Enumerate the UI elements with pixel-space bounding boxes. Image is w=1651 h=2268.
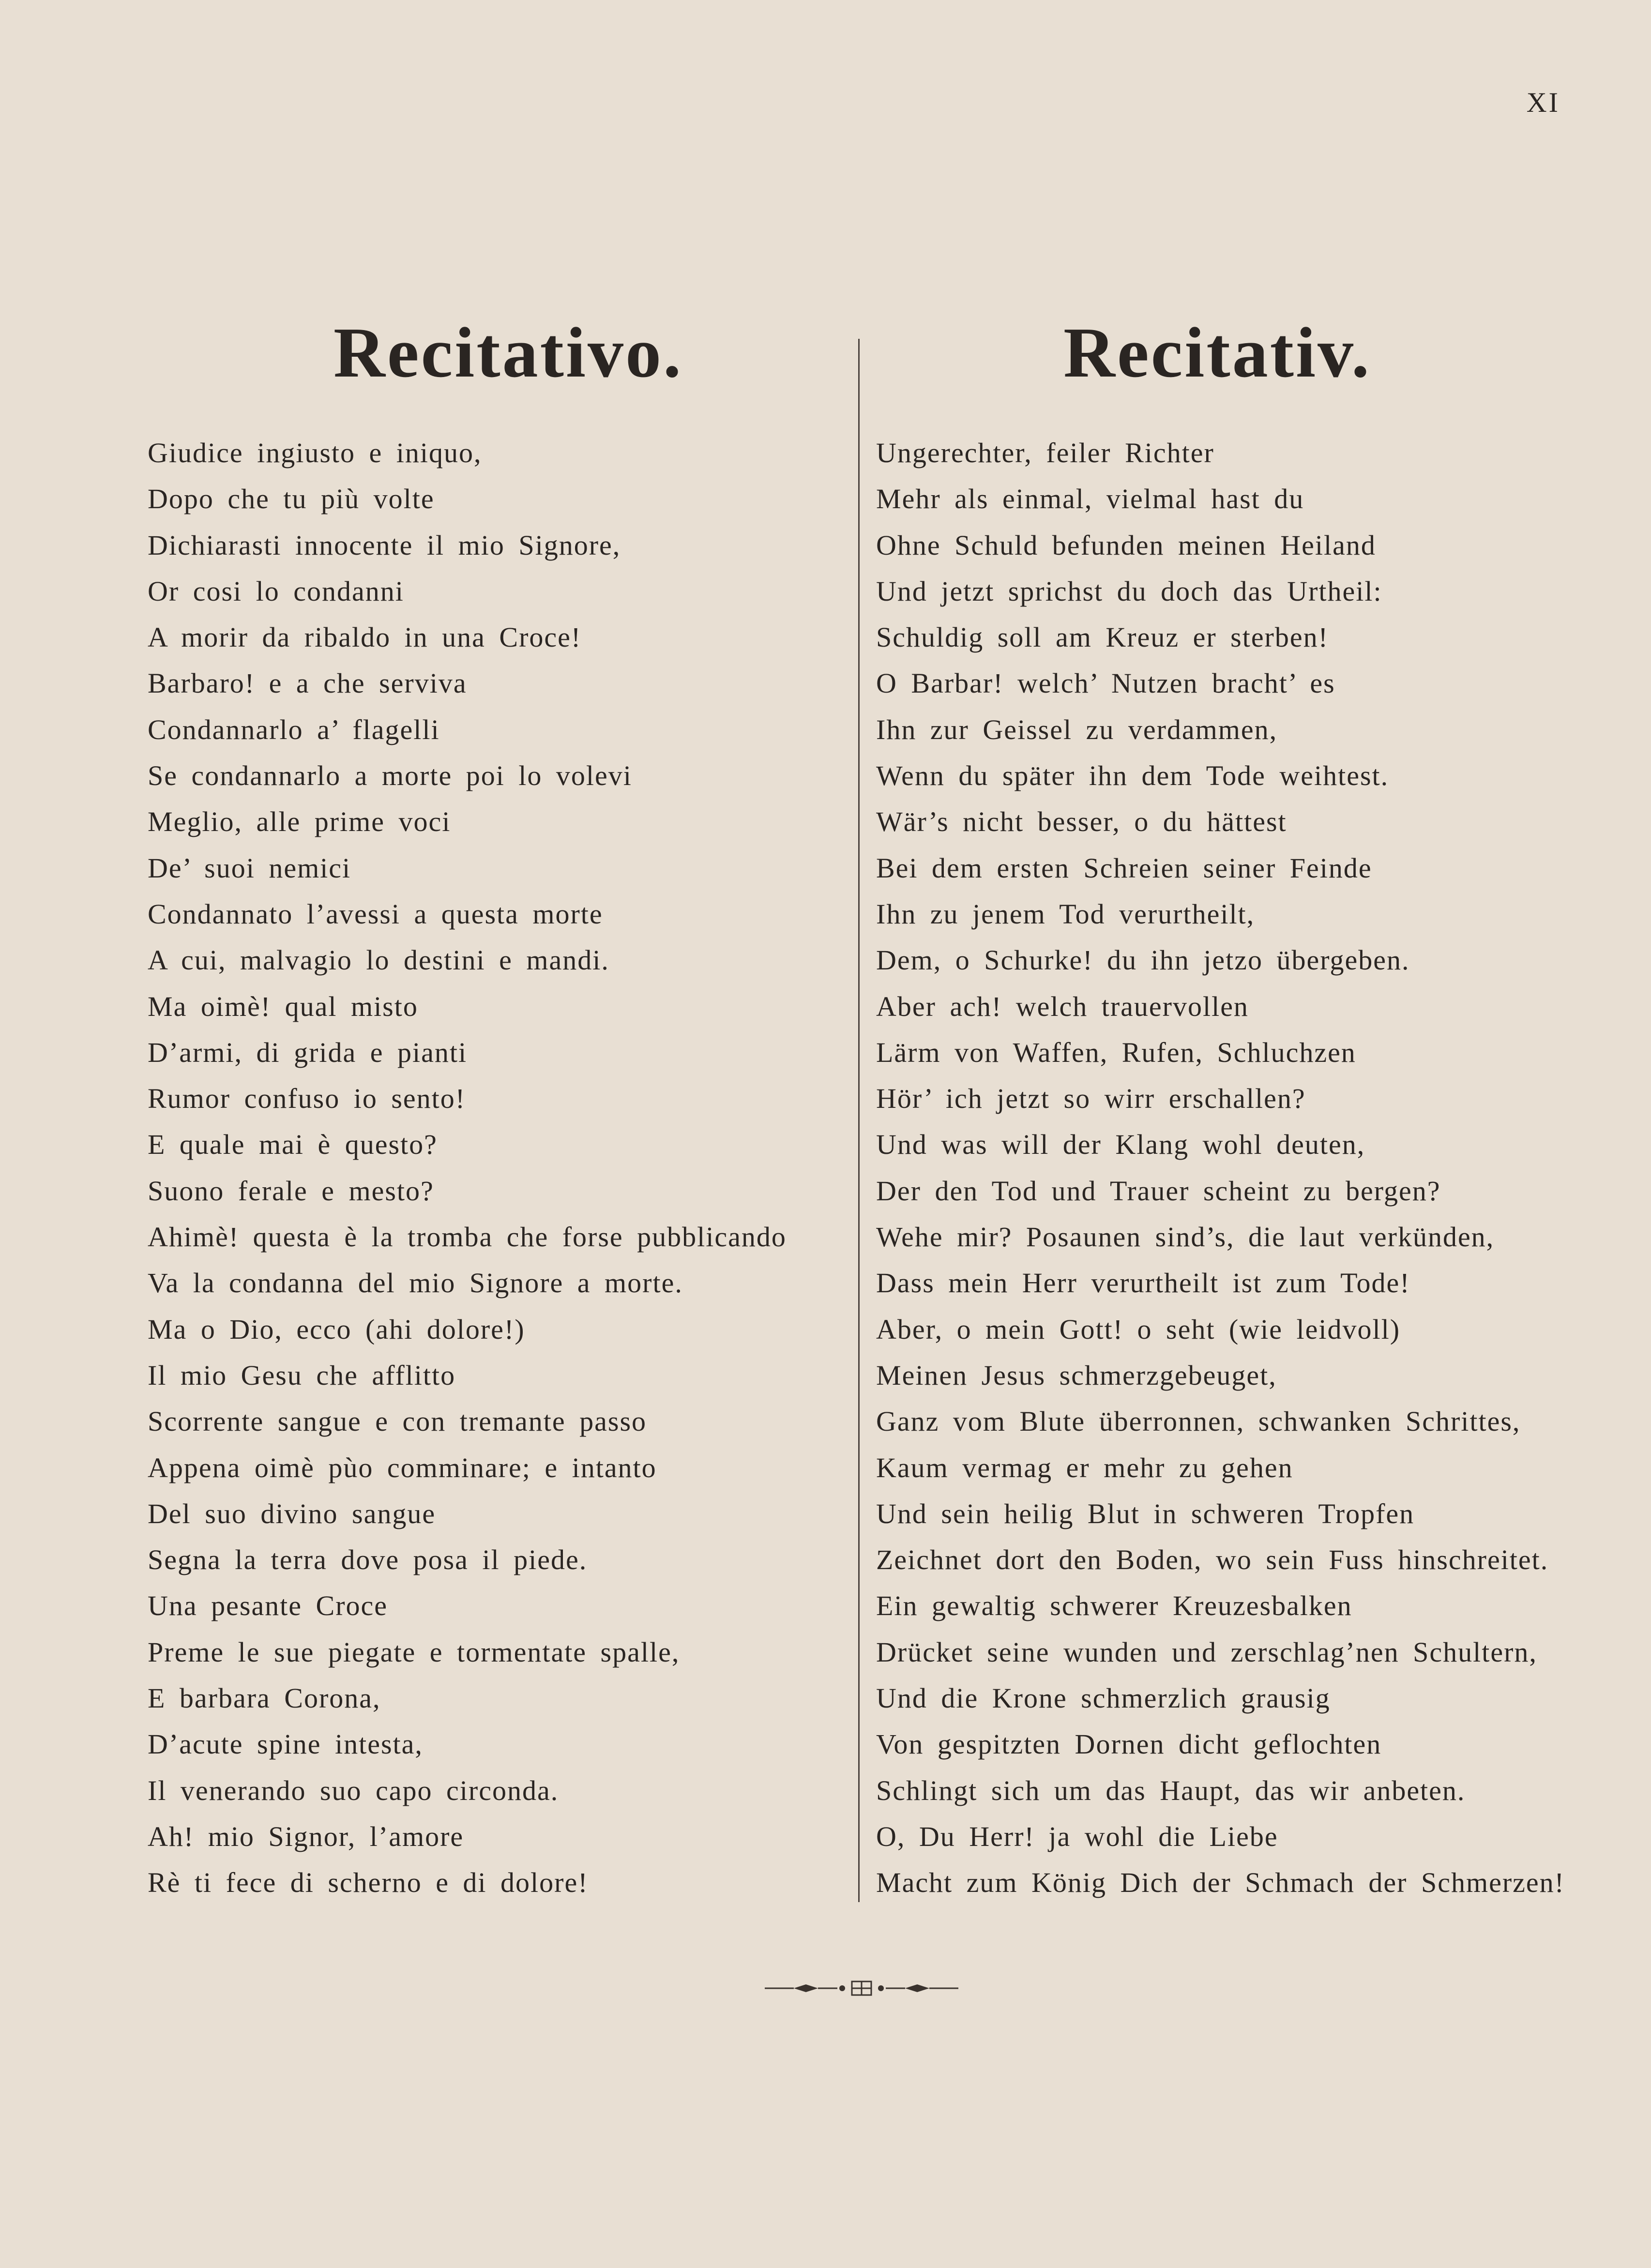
german-verse-line: Drücket seine wunden und zerschlag’nen Schultern, <box>876 1636 1537 1668</box>
italian-verse-line: D’acute spine intesta, <box>148 1728 423 1760</box>
german-verse-line: Hör’ ich jetzt so wirr erschallen? <box>876 1083 1306 1115</box>
german-verse-line: Ein gewaltig schwerer Kreuzesbalken <box>876 1590 1352 1622</box>
german-verse-line: Zeichnet dort den Boden, wo sein Fuss hinschreitet. <box>876 1544 1549 1576</box>
german-verse-line: Lärm von Waffen, Rufen, Schluchzen <box>876 1036 1356 1068</box>
italian-heading: Recitativo. <box>333 313 683 393</box>
german-verse-line: Aber ach! welch trauervollen <box>876 990 1249 1022</box>
italian-verse-line: De’ suoi nemici <box>148 852 351 884</box>
german-verse-line: Schuldig soll am Kreuz er sterben! <box>876 621 1329 653</box>
italian-verse-line: Il venerando suo capo circonda. <box>148 1774 559 1806</box>
german-verse-line: Wenn du später ihn dem Tode weihtest. <box>876 760 1389 792</box>
italian-verse-line: Giudice ingiusto e iniquo, <box>148 437 482 469</box>
italian-verse-line: D’armi, di grida e pianti <box>148 1036 468 1068</box>
german-verse-line: Mehr als einmal, vielmal hast du <box>876 483 1304 515</box>
italian-verse-line: Or cosi lo condanni <box>148 575 404 607</box>
italian-verse-line: Segna la terra dove posa il piede. <box>148 1544 588 1576</box>
german-verse-line: Ohne Schuld befunden meinen Heiland <box>876 529 1376 561</box>
italian-verse-line: Una pesante Croce <box>148 1590 388 1622</box>
italian-verse-line: Rè ti fece di scherno e di dolore! <box>148 1867 589 1899</box>
german-verse-line: Bei dem ersten Schreien seiner Feinde <box>876 852 1372 884</box>
italian-verse-line: Ma oimè! qual misto <box>148 990 418 1022</box>
german-verse-line: Macht zum König Dich der Schmach der Schmerzen! <box>876 1867 1565 1899</box>
german-verse-line: Wär’s nicht besser, o du hättest <box>876 806 1287 838</box>
italian-verse-line: Condannato l’avessi a questa morte <box>148 898 603 930</box>
german-verse-line: Dem, o Schurke! du ihn jetzo übergeben. <box>876 944 1410 976</box>
german-verse-line: Und jetzt sprichst du doch das Urtheil: <box>876 575 1382 607</box>
german-verse-line: Und die Krone schmerzlich grausig <box>876 1682 1331 1714</box>
italian-verse-line: Va la condanna del mio Signore a morte. <box>148 1267 683 1299</box>
page-number: XI <box>1526 87 1560 118</box>
italian-verse-line: Condannarlo a’ flagelli <box>148 713 440 745</box>
italian-verse-line: Dopo che tu più volte <box>148 483 435 515</box>
italian-verse-line: Il mio Gesu che afflitto <box>148 1359 456 1391</box>
italian-verse-line: Scorrente sangue e con tremante passo <box>148 1406 647 1437</box>
german-verse-line: Wehe mir? Posaunen sind’s, die laut verkünden, <box>876 1221 1495 1253</box>
italian-verse-line: Se condannarlo a morte poi lo volevi <box>148 760 632 792</box>
german-verse-line: Ganz vom Blute überronnen, schwanken Schrittes, <box>876 1406 1521 1437</box>
german-verse-line: Ihn zur Geissel zu verdammen, <box>876 713 1278 745</box>
german-text-column <box>876 430 1588 1906</box>
german-verse-line: Ungerechter, feiler Richter <box>876 437 1214 469</box>
german-verse-line: O, Du Herr! ja wohl die Liebe <box>876 1820 1278 1852</box>
italian-verse-line: Meglio, alle prime voci <box>148 806 451 838</box>
italian-verse-line: E quale mai è questo? <box>148 1129 438 1161</box>
italian-verse-line: Preme le sue piegate e tormentate spalle, <box>148 1636 680 1668</box>
italian-verse-line: A morir da ribaldo in una Croce! <box>148 621 582 653</box>
italian-verse-line: Suono ferale e mesto? <box>148 1175 434 1207</box>
italian-verse-line: Ahimè! questa è la tromba che forse pubblicando <box>148 1221 787 1253</box>
italian-verse-line: Ma o Dio, ecco (ahi dolore!) <box>148 1313 525 1345</box>
decorative-ornament-icon <box>765 1979 958 1998</box>
italian-verse-line: Rumor confuso io sento! <box>148 1083 466 1115</box>
italian-verse-line: Del suo divino sangue <box>148 1497 436 1529</box>
italian-verse-line: Appena oimè pùo comminare; e intanto <box>148 1452 657 1483</box>
italian-verse-line: Barbaro! e a che serviva <box>148 667 467 699</box>
german-verse-line: O Barbar! welch’ Nutzen bracht’ es <box>876 667 1335 699</box>
column-divider <box>858 339 860 1902</box>
german-verse-line: Ihn zu jenem Tod verurtheilt, <box>876 898 1255 930</box>
german-verse-line: Schlingt sich um das Haupt, das wir anbeten. <box>876 1774 1466 1806</box>
italian-verse-line: A cui, malvagio lo destini e mandi. <box>148 944 609 976</box>
german-verse-line: Der den Tod und Trauer scheint zu bergen? <box>876 1175 1441 1207</box>
italian-verse-line: Ah! mio Signor, l’amore <box>148 1820 464 1852</box>
italian-verse-line: Dichiarasti innocente il mio Signore, <box>148 529 621 561</box>
italian-verse-line: E barbara Corona, <box>148 1682 381 1714</box>
german-verse-line: Kaum vermag er mehr zu gehen <box>876 1452 1293 1483</box>
german-verse-line: Von gespitzten Dornen dicht geflochten <box>876 1728 1382 1760</box>
german-verse-line: Dass mein Herr verurtheilt ist zum Tode! <box>876 1267 1410 1299</box>
german-verse-line: Und was will der Klang wohl deuten, <box>876 1129 1365 1161</box>
german-verse-line: Aber, o mein Gott! o seht (wie leidvoll) <box>876 1313 1401 1345</box>
italian-text-column <box>148 430 849 1906</box>
german-verse-line: Und sein heilig Blut in schweren Tropfen <box>876 1497 1415 1529</box>
german-verse-line: Meinen Jesus schmerzgebeuget, <box>876 1359 1277 1391</box>
german-heading: Recitativ. <box>1063 313 1371 393</box>
